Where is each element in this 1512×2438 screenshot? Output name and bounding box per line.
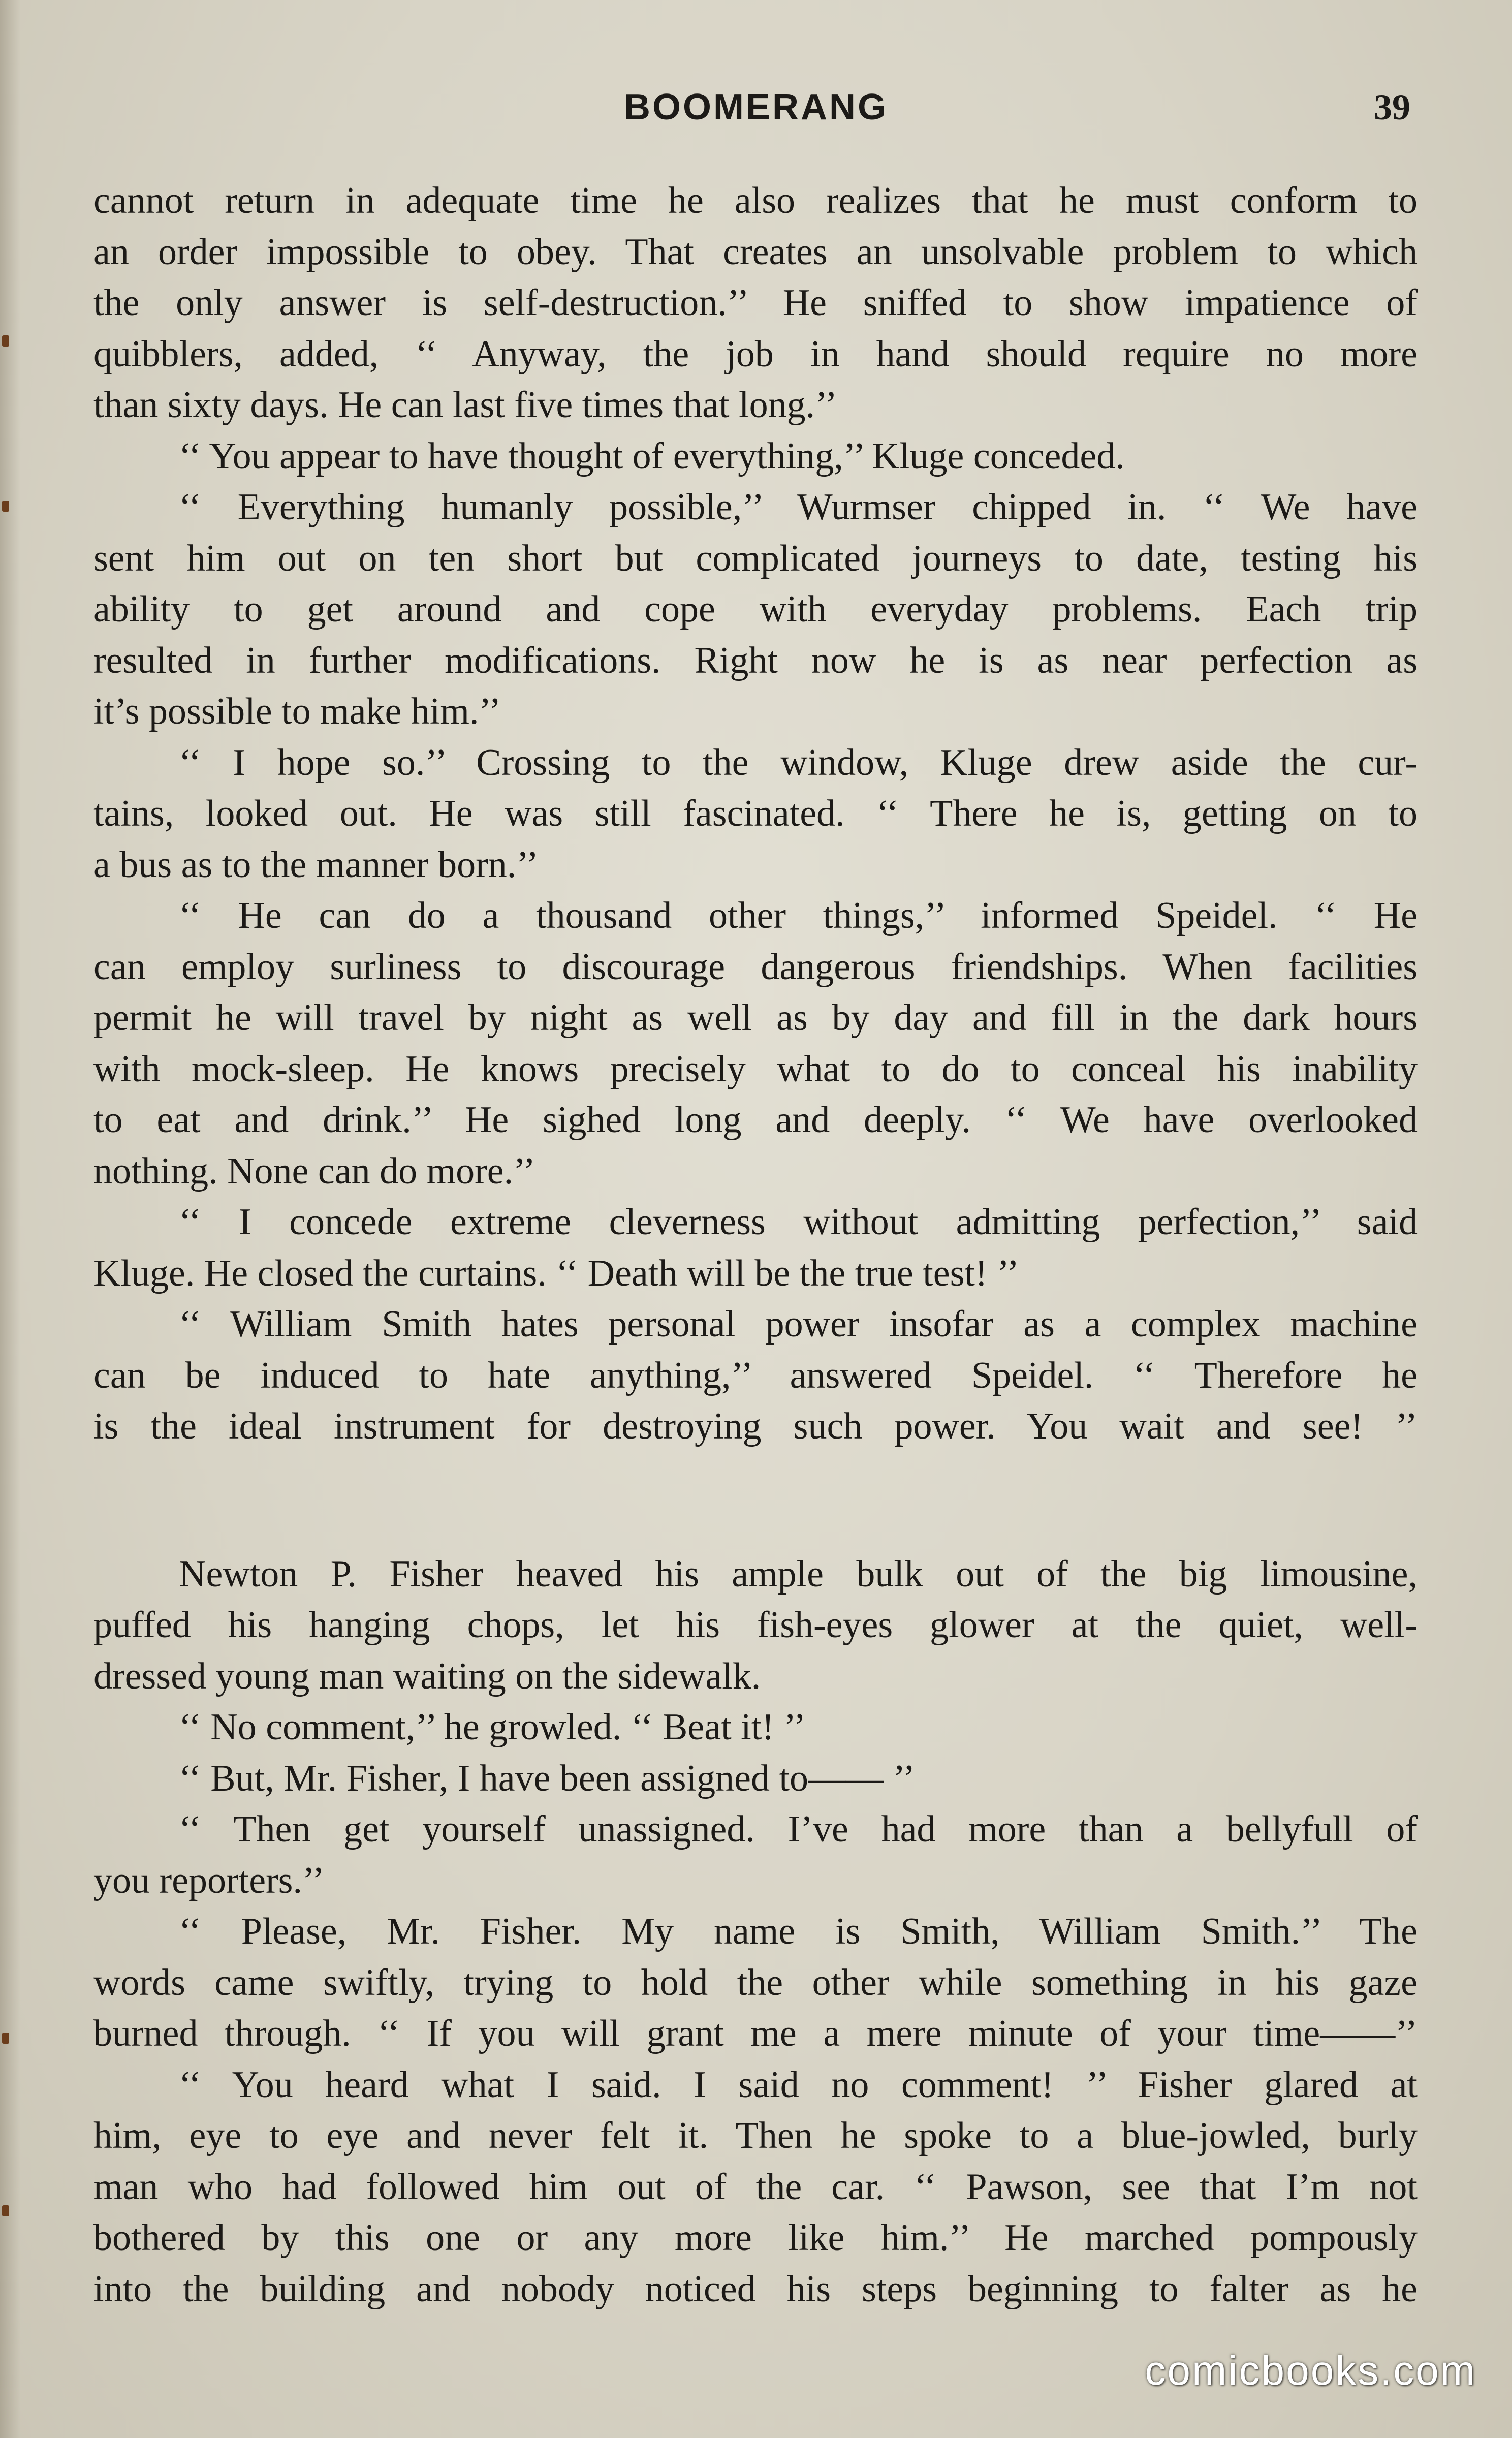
text-line: him, eye to eye and never felt it. Then he spoke to a blue-jowled, burly xyxy=(93,2115,1418,2156)
text-line: Kluge. He closed the curtains. ‘‘ Death will be the true test! ’’ xyxy=(93,1252,1019,1294)
text-line: than sixty days. He can last five times that long.’’ xyxy=(93,384,837,426)
text-line: ‘‘ No comment,’’ he growled. ‘‘ Beat it! ’’ xyxy=(179,1706,806,1748)
margin-mark xyxy=(2,501,9,512)
text-line: it’s possible to make him.’’ xyxy=(93,691,501,732)
text-line: sent him out on ten short but complicated journeys to date, testing his xyxy=(93,537,1418,579)
text-line: ‘‘ I hope so.’’ Crossing to the window, Kluge drew aside the cur- xyxy=(179,741,1418,784)
text-line: into the building and nobody noticed his steps beginning to falter as he xyxy=(93,2268,1418,2310)
text-line: ability to get around and cope with everyday problems. Each trip xyxy=(93,588,1418,630)
margin-mark xyxy=(2,335,9,347)
text-line: resulted in further modifications. Right now he is as near perfection as xyxy=(93,639,1418,681)
text-line: with mock-sleep. He knows precisely what to do to conceal his inability xyxy=(93,1048,1418,1090)
text-line: to eat and drink.’’ He sighed long and deeply. ‘‘ We have overlooked xyxy=(93,1099,1418,1141)
text-line: an order impossible to obey. That creates an unsolvable problem to which xyxy=(93,231,1418,273)
text-line: ‘‘ You heard what I said. I said no comment! ’’ Fisher glared at xyxy=(179,2064,1418,2106)
text-line: can employ surliness to discourage dangerous friendships. When facilities xyxy=(93,946,1418,988)
page-edge-shadow xyxy=(0,0,20,2438)
text-line: ‘‘ I concede extreme cleverness without admitting perfection,’’ said xyxy=(179,1201,1418,1243)
section-break xyxy=(93,1452,1418,1549)
body-text xyxy=(93,175,1418,2315)
watermark: comicbooks.com xyxy=(1145,2348,1476,2394)
text-line: ‘‘ Everything humanly possible,’’ Wurmser chipped in. ‘‘ We have xyxy=(179,486,1418,528)
text-line: quibblers, added, ‘‘ Anyway, the job in hand should require no more xyxy=(93,333,1418,375)
text-line: bothered by this one or any more like him.’’ He marched pompously xyxy=(93,2217,1418,2259)
text-line: ‘‘ Please, Mr. Fisher. My name is Smith, William Smith.’’ The xyxy=(179,1911,1418,1952)
text-line: tains, looked out. He was still fascinated. ‘‘ There he is, getting on to xyxy=(93,793,1418,834)
text-line: words came swiftly, trying to hold the other while something in his gaze xyxy=(93,1961,1418,2004)
page-header xyxy=(0,81,1512,137)
text-line: Newton P. Fisher heaved his ample bulk out of the big limousine, xyxy=(179,1553,1418,1595)
text-line: nothing. None can do more.’’ xyxy=(93,1150,536,1192)
page-number: 39 xyxy=(1374,87,1410,128)
text-line: ‘‘ William Smith hates personal power insofar as a complex machine xyxy=(179,1303,1418,1345)
text-line: you reporters.’’ xyxy=(93,1859,325,1901)
text-line: puffed his hanging chops, let his fish-eyes glower at the quiet, well- xyxy=(93,1604,1418,1646)
text-line: ‘‘ He can do a thousand other things,’’ informed Speidel. ‘‘ He xyxy=(179,895,1418,936)
margin-mark xyxy=(2,2033,9,2044)
text-line: ‘‘ But, Mr. Fisher, I have been assigned to—— ’’ xyxy=(179,1757,916,1799)
margin-mark xyxy=(2,2205,9,2216)
text-line: is the ideal instrument for destroying such power. You wait and see! ’’ xyxy=(93,1405,1418,1447)
text-line: cannot return in adequate time he also realizes that he must conform to xyxy=(93,180,1418,222)
text-line: man who had followed him out of the car. ‘‘ Pawson, see that I’m not xyxy=(93,2166,1418,2208)
running-title: BOOMERANG xyxy=(624,87,888,128)
text-line: burned through. ‘‘ If you will grant me a mere minute of your time——’’ xyxy=(93,2013,1418,2054)
text-line: permit he will travel by night as well as by day and fill in the dark hours xyxy=(93,997,1418,1039)
text-line: dressed young man waiting on the sidewalk. xyxy=(93,1655,761,1697)
text-line: can be induced to hate anything,’’ answered Speidel. ‘‘ Therefore he xyxy=(93,1354,1418,1396)
text-line: ‘‘ You appear to have thought of everything,’’ Kluge conceded. xyxy=(179,435,1125,477)
text-line: the only answer is self-destruction.’’ He sniffed to show impatience of xyxy=(93,282,1418,324)
text-line: a bus as to the manner born.’’ xyxy=(93,843,539,886)
text-line: ‘‘ Then get yourself unassigned. I’ve had more than a bellyfull of xyxy=(179,1808,1418,1850)
